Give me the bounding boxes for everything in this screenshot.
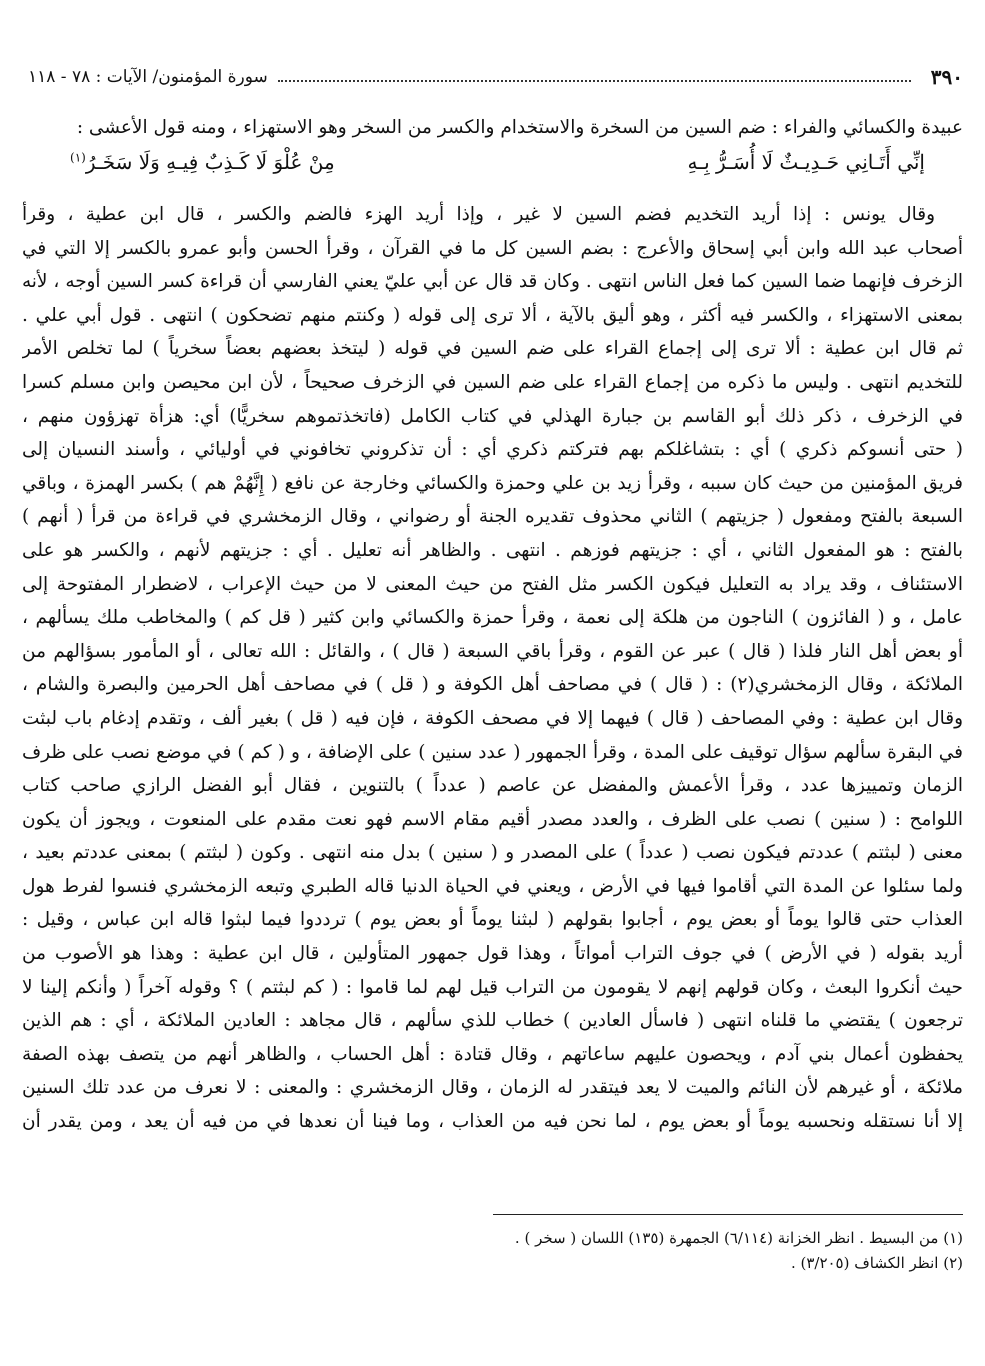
body-line: الاستئناف ، وقد يراد به التعليل فيكون الكسر مثل الفتح من حيث المعنى لا من حيث الإعراب ، لاضطرار المفتوحة إلى: [22, 573, 963, 595]
body-text: [22, 198, 963, 1139]
body-line: عامل ، و ( الفائزون ) الناجون من هلكة إلى نعمة ، وقرأ حمزة والكسائي وابن كثير ( قل كم ) والمخاطب ملك يسألهم ،: [22, 607, 963, 629]
body-line: في البقرة سألهم سؤال توقيف على المدة ، وقرأ الجمهور ( عدد سنين ) على الإضافة ، و ( كم ) في موضع نصب على ظرف: [22, 741, 963, 763]
running-title: سورة المؤمنون/ الآيات : ٧٨ - ١١٨: [28, 67, 268, 87]
body-line: فريق المؤمنين من حيث كان سببه ، وقرأ زيد بن علي وحمزة والكسائي وخارجة عن نافع ( إِنَّهُمْ هم ) بكسر الهمزة ، وباقي: [22, 472, 963, 494]
body-line: بالفتح : هو المفعول الثاني ، أي : جزيتهم فوزهم . انتهى . والظاهر أنه تعليل . أي : جزيتهم لأنهم ، والكسر هو على: [22, 539, 963, 561]
body-line: اللوامح : ( سنين ) نصب على الظرف ، والعدد مصدر أقيم مقام الاسم فهو نعت مقدم على المنعوت ، ويجوز أن يكون: [22, 808, 963, 830]
body-line: الزمان وتمييزها عدد ، وقرأ الأعمش والمفضل عن عاصم ( عدداً ) بالتنوين ، فقال أبو الفضل الرازي صاحب كتاب: [22, 775, 963, 797]
body-line: بمعنى الاستهزاء ، والكسر فيه أكثر ، وهو أليق بالآية ، ألا ترى إلى قوله ( وكنتم منهم تضحكون ) انتهى . قول أبي علي .: [22, 304, 963, 326]
verse-second-hemistich: مِنْ عُلْوَ لَا كَـذِبٌ فِيـهِ وَلَا سَخَـرُ: [85, 150, 335, 174]
header-dotted-rule: [278, 80, 911, 82]
body-line: في الزخرف ، ذكر ذلك أبو القاسم بن جبارة الهذلي في كتاب الكامل (فاتخذتموهم سخريًّا) أي: هزأة تهزؤون منهم ،: [22, 405, 963, 427]
body-line: حيث أنكروا البعث ، وكان قولهم إنهم لا يقومون من التراب قيل لهم لما قاموا : ( كم لبثتم ) ؟ وقوله آخراً ( وأنكم إلينا لا: [22, 976, 963, 998]
body-line: وقال ابن عطية : وفي المصاحف ( قال ) فيهما إلا في مصحف الكوفة ، فإن فيه ( قل ) بغير ألف ، وتقدم إدغام باب لبثت: [22, 707, 963, 729]
body-line: إلا أنا نستقله ونحسبه يوماً أو بعض يوم ، لما نحن فيه من العذاب ، وما فينا أن نعدها في من فيه أن يعد ، ومن يقدر أن: [22, 1111, 963, 1133]
verse-first-hemistich: إنِّي أَتَـانِي حَـدِيـثٌ لَا أُسَـرُّ بِـهِ: [687, 150, 925, 174]
body-line: أصحاب عبد الله وابن أبي إسحاق والأعرج : بضم السين كل ما في القرآن ، وقرأ الحسن وأبو عمرو بالكسر إلا التي في: [22, 237, 963, 259]
poetry-verse: [70, 150, 925, 186]
body-line: الملائكة ، وقال الزمخشري(٢) : ( قال ) في مصاحف أهل الكوفة و ( قل ) في مصاحف أهل الحرمين والبصرة والشام ،: [22, 674, 963, 696]
footnote-marker: (١): [70, 150, 86, 165]
body-line: ملائكة ، أو غيرهم لأن النائم والميت لا يعد فيتقدر له الزمان ، وقال الزمخشري : والمعنى : لا نعرف من عدد تلك السنين: [22, 1077, 963, 1099]
footnote-1: (١) من البسيط . انظر الخزانة (٦/١١٤) الجمهرة (١٣٥) اللسان ( سخر ) .: [514, 1229, 963, 1247]
verse-second-hemistich-wrap: [70, 150, 335, 186]
footnote-2: (٢) انظر الكشاف (٣/٢٠٥) .: [790, 1254, 963, 1272]
body-line: الزخرف فإنهما ضما السين كما فعل الناس انتهى . وكان قد قال عن أبي عليّ يعني الفارسي أن قراءة كسر السين أوجه ، لأنه: [22, 271, 963, 293]
body-line: العذاب حتى قالوا يوماً أو بعض يوم ، أجابوا بقولهم ( لبثنا يوماً أو بعض يوم ) ترددوا فيما لبثوا قاله ابن عباس ، وقيل :: [22, 909, 963, 931]
body-line: وقال يونس : إذا أريد التخديم فضم السين لا غير ، وإذا أريد الهزء فالضم والكسر ، قال ابن عطية ، وقرأ: [22, 204, 935, 225]
intro-line: عبيدة والكسائي والفراء : ضم السين من السخرة والاستخدام والكسر من السخر وهو الاستهزاء ، ومنه قول الأعشى :: [76, 117, 963, 138]
body-line: السبعة بالفتح ومفعول ( جزيتهم ) الثاني محذوف تقديره الجنة أو رضواني ، وقال الزمخشري في قراءة من قرأ ( أنهم ): [22, 506, 963, 528]
running-header: [28, 62, 963, 92]
footnotes: [22, 1226, 963, 1276]
body-line: ولما سئلوا عن المدة التي أقاموا فيها في الأرض ، ويعني في الحياة الدنيا قاله الطبري وتبعه الزمخشري فنسوا لفرط هول: [22, 875, 963, 897]
body-line: ترجعون ) يقتضي ما قلناه انتهى ( فاسأل العادين ) خطاب للذي سألهم ، قال مجاهد : العادين الملائكة ، أي : هم الذين: [22, 1010, 963, 1032]
page-number: ٣٩٠: [930, 65, 963, 89]
body-line: ثم قال ابن عطية : ألا ترى إلى إجماع القراء على ضم السين في قوله ( ليتخذ بعضهم بعضاً سخرياً ) لما تخلص الأمر: [22, 338, 963, 360]
footnote-separator: [493, 1214, 963, 1215]
body-line: أو بعض أهل النار فلذا ( قال ) عبر عن القوم ، وقرأ باقي السبعة ( قال ) ، والقائل : الله تعالى ، أو المأمور بسؤالهم من: [22, 640, 963, 662]
body-line: يحفظون أعمال بني آدم ، ويحصون عليهم ساعاتهم ، وقال قتادة : أهل الحساب ، والظاهر أنهم من يتصف بهذه الصفة: [22, 1043, 963, 1065]
body-line: أريد بقوله ( في الأرض ) في جوف التراب أمواتاً ، وهذا قول جمهور المتأولين ، قال ابن عطية : وهذا هو الأصوب من: [22, 943, 963, 965]
body-line: للتخديم انتهى . وليس ما ذكره من إجماع القراء على ضم السين في الزخرف صحيحاً ، لأن ابن محيصن وابن مسلم كسرا: [22, 371, 963, 393]
body-line: معنى ( لبثتم ) عددتم فيكون نصب ( عدداً ) على المصدر و ( سنين ) بدل منه انتهى . وكون ( لبثتم ) بمعنى عددتم بعيد ،: [22, 842, 963, 864]
body-line: ( حتى أنسوكم ذكري ) أي : بتشاغلكم بهم فتركتم ذكري أي : أن تذكروني تخافوني في أوليائي ، وأسند النسيان إلى: [22, 439, 963, 461]
